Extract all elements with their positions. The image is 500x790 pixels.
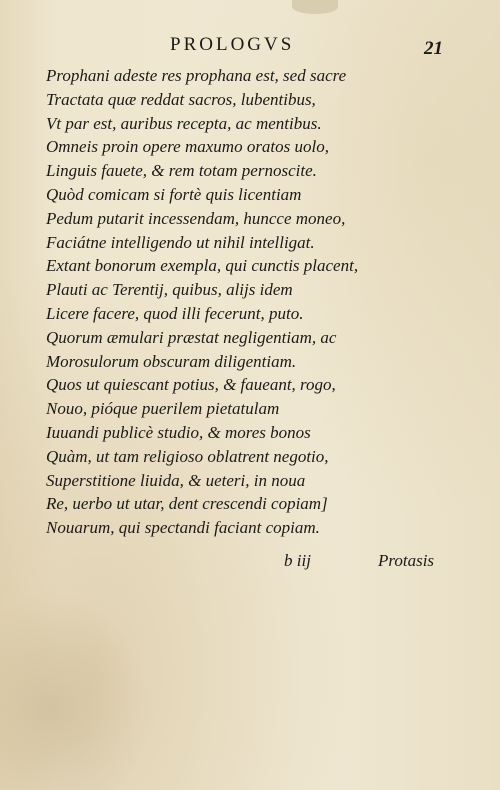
- verse-line: Quos ut quiescant potius, & faueant, rogo,: [46, 375, 336, 395]
- verse-line: Nouarum, qui spectandi faciant copiam.: [46, 518, 320, 538]
- verse-line: Quàm, ut tam religioso oblatrent negotio,: [46, 446, 329, 466]
- verse-line: Tractata quæ reddat sacros, lubentibus,: [46, 89, 316, 109]
- verse-line: Quorum æmulari præstat negligentiam, ac: [46, 327, 337, 347]
- verse-line: Plauti ac Terentij, quibus, alijs idem: [46, 280, 293, 300]
- verse-line: Nouo, pióque puerilem pietatulam: [46, 399, 280, 419]
- verse-line: Vt par est, auribus recepta, ac mentibus.: [46, 113, 322, 133]
- verse-line: Pedum putarit incessendam, huncce moneo,: [46, 208, 346, 228]
- verse-line: Linguis fauete, & rem totam pernoscite.: [46, 161, 317, 181]
- verse-block: [46, 64, 446, 540]
- page-stain: [0, 590, 150, 790]
- verse-line: Prophani adeste res prophana est, sed sacre: [46, 66, 347, 85]
- verse-line: Extant bonorum exempla, qui cunctis placent,: [46, 256, 359, 276]
- verse-line: Licere facere, quod illi fecerunt, puto.: [46, 303, 304, 323]
- verse-line: Superstitione liuida, & ueteri, in noua: [46, 470, 306, 490]
- verse-line: Quòd comicam si fortè quis licentiam: [46, 184, 302, 204]
- folio-number: 21: [424, 38, 443, 59]
- verse-line: Morosulorum obscuram diligentiam.: [46, 351, 297, 371]
- signature-mark: b iij: [284, 551, 311, 570]
- catchword: Protasis: [378, 551, 435, 570]
- verse-line: Iuuandi publicè studio, & mores bonos: [46, 422, 311, 442]
- verse-line: Re, uerbo ut utar, dent crescendi copiam]: [46, 494, 328, 514]
- verse-line: Faciátne intelligendo ut nihil intelligat.: [46, 232, 315, 252]
- page-notch: [292, 0, 338, 14]
- running-head: PROLOGVS: [170, 34, 295, 55]
- verse-line: Omneis proin opere maxumo oratos uolo,: [46, 137, 329, 157]
